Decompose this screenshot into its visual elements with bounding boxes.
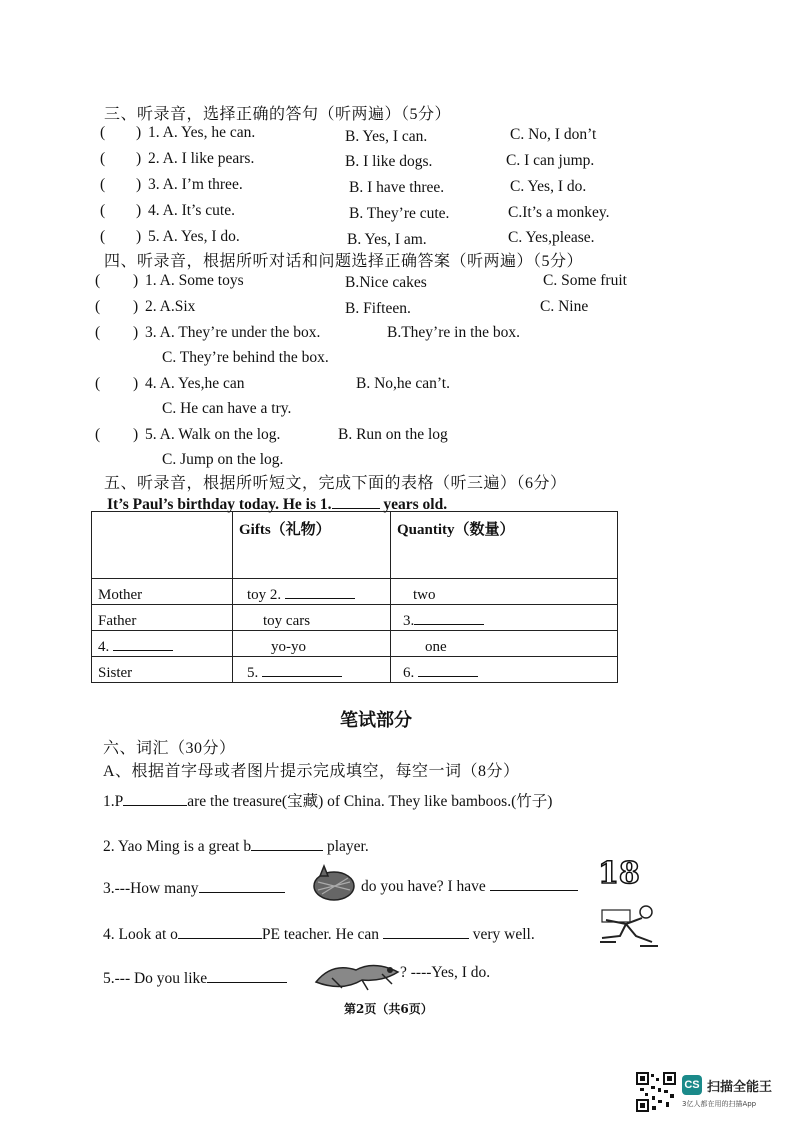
- option-a: 4. A. Yes,he can: [145, 375, 245, 392]
- table-header-quantity: Quantity（数量）: [391, 512, 618, 579]
- line-2-text-b: player.: [326, 838, 369, 855]
- option-b: B. Fifteen.: [345, 300, 411, 317]
- line-4-blank-b[interactable]: [383, 924, 469, 939]
- option-a: 1. A. Yes, he can.: [148, 124, 256, 141]
- answer-paren-open: (: [95, 298, 101, 315]
- section-4-title: 四、听录音，根据所听对话和问题选择正确答案（听两遍）（5分）: [104, 253, 584, 270]
- qty-text: 3.: [403, 613, 415, 629]
- line-3-blank-a[interactable]: [199, 878, 285, 893]
- line-4-text-c: very well.: [472, 926, 535, 943]
- skater-picture: [596, 902, 660, 957]
- table-cell-gift: [233, 657, 391, 683]
- option-b: B. I have three.: [349, 179, 445, 196]
- vocab-line-5b: ? ----Yes, I do.: [400, 964, 491, 981]
- answer-paren-close: ): [133, 298, 139, 315]
- answer-paren-open: (: [100, 124, 106, 141]
- gift-blank[interactable]: [262, 662, 342, 677]
- answer-paren-open: (: [95, 375, 101, 392]
- qty-text: 6.: [403, 665, 415, 681]
- answer-paren-open: (: [95, 426, 101, 443]
- line-1-blank[interactable]: [123, 791, 187, 806]
- vocab-line-1: [103, 789, 552, 811]
- section-6-title: 六、词汇（30分）: [103, 740, 236, 757]
- option-a: 5. A. Yes, I do.: [148, 228, 240, 245]
- table-cell-who: [92, 631, 233, 657]
- option-a: 4. A. It’s cute.: [148, 202, 235, 219]
- option-a: 3. A. I’m three.: [148, 176, 243, 193]
- table-row: [92, 657, 618, 683]
- answer-paren-close: ): [136, 124, 142, 141]
- page-number: 第2页（共6页）: [344, 1002, 433, 1016]
- table-cell-gift: toy cars: [233, 605, 391, 631]
- answer-paren-close: ): [136, 228, 142, 245]
- table-cell-qty: [391, 605, 618, 631]
- table-header-empty: [92, 512, 233, 579]
- answer-paren-close: ): [136, 176, 142, 193]
- option-a: 1. A. Some toys: [145, 272, 244, 289]
- qty-blank[interactable]: [418, 662, 478, 677]
- option-c: C. Some fruit: [543, 272, 627, 289]
- answer-paren-open: (: [100, 176, 106, 193]
- option-a: 5. A. Walk on the log.: [145, 426, 281, 443]
- section-5-title: 五、听录音，根据所听短文，完成下面的表格（听三遍）（6分）: [104, 475, 567, 492]
- option-b: B. I like dogs.: [345, 153, 433, 170]
- answer-paren-open: (: [100, 150, 106, 167]
- line-4-text-a: 4. Look at o: [103, 926, 178, 943]
- table-cell-qty: one: [391, 631, 618, 657]
- line-5-blank[interactable]: [207, 968, 287, 983]
- vocab-line-4: [103, 924, 535, 944]
- table-header-row: [92, 512, 618, 579]
- gifts-table: [91, 511, 618, 683]
- camscanner-logo-icon: CS: [682, 1075, 702, 1095]
- qr-code-icon: [636, 1072, 676, 1112]
- intro-blank[interactable]: [332, 494, 380, 509]
- option-c: C. No, I don’t: [510, 126, 597, 143]
- answer-paren-open: (: [100, 202, 106, 219]
- line-4-text-b: PE teacher. He can: [261, 926, 379, 943]
- intro-text-a: It’s Paul’s birthday today. He is 1.: [107, 496, 332, 513]
- answer-paren-close: ): [133, 375, 139, 392]
- table-row: [92, 579, 618, 605]
- vocab-line-5: [103, 968, 287, 988]
- line-2-text-a: 2. Yao Ming is a great b: [103, 838, 252, 855]
- option-b: B. No,he can’t.: [356, 375, 450, 392]
- table-row: [92, 631, 618, 657]
- vocab-line-3: [103, 878, 285, 898]
- option-b: B. Yes, I can.: [345, 128, 428, 145]
- option-c: C. They’re behind the box.: [162, 349, 329, 366]
- table-cell-gift: [233, 579, 391, 605]
- answer-paren-open: (: [100, 228, 106, 245]
- number-eighteen-picture: 18: [598, 856, 640, 891]
- intro-text-b: years old.: [383, 496, 448, 513]
- cat-picture: [310, 864, 358, 909]
- animal-picture: [312, 952, 402, 999]
- answer-paren-close: ): [136, 150, 142, 167]
- line-1-text-b: are the treasure(宝藏) of China. They like bamboos.(竹子): [187, 793, 553, 810]
- table-cell-who: Father: [92, 605, 233, 631]
- option-c: C. He can have a try.: [162, 400, 292, 417]
- line-4-blank-a[interactable]: [178, 924, 262, 939]
- written-part-title: 笔试部分: [340, 710, 412, 731]
- option-c: C. Jump on the log.: [162, 451, 284, 468]
- camscanner-tagline: 3亿人都在用的扫描App: [682, 1100, 757, 1108]
- gift-blank[interactable]: [285, 584, 355, 599]
- option-b: B.Nice cakes: [345, 274, 427, 291]
- answer-paren-close: ): [136, 202, 142, 219]
- section-3-title: 三、听录音，选择正确的答句（听两遍）（5分）: [104, 106, 452, 123]
- answer-paren-open: (: [95, 272, 101, 289]
- table-cell-qty: two: [391, 579, 618, 605]
- option-c: C. I can jump.: [506, 152, 595, 169]
- option-a: 3. A. They’re under the box.: [145, 324, 321, 341]
- vocab-line-2: [103, 836, 369, 856]
- option-b: B. They’re cute.: [349, 205, 450, 222]
- option-c: C. Nine: [540, 298, 589, 315]
- gift-text: toy 2.: [247, 587, 282, 603]
- answer-paren-close: ): [133, 272, 139, 289]
- option-a: 2. A.Six: [145, 298, 196, 315]
- answer-paren-close: ): [133, 324, 139, 341]
- vocab-line-3b: [361, 876, 578, 896]
- line-3-text-b: do you have? I have: [361, 878, 486, 895]
- table-cell-who: Mother: [92, 579, 233, 605]
- line-5-text-a: 5.--- Do you like: [103, 970, 208, 987]
- option-c: C.It’s a monkey.: [508, 204, 610, 221]
- table-header-gifts: Gifts（礼物）: [233, 512, 391, 579]
- who-text: 4.: [98, 639, 110, 655]
- line-1-text-a: 1.P: [103, 793, 124, 810]
- table-row: [92, 605, 618, 631]
- option-c: C. Yes,please.: [508, 229, 595, 246]
- line-3-text-a: 3.---How many: [103, 880, 199, 897]
- option-b: B.They’re in the box.: [387, 324, 521, 341]
- camscanner-app-name: 扫描全能王: [707, 1080, 773, 1095]
- option-b: B. Run on the log: [338, 426, 448, 443]
- option-c: C. Yes, I do.: [510, 178, 587, 195]
- gift-text: 5.: [247, 665, 259, 681]
- table-cell-qty: [391, 657, 618, 683]
- option-a: 2. A. I like pears.: [148, 150, 255, 167]
- table-cell-who: Sister: [92, 657, 233, 683]
- line-2-blank[interactable]: [251, 836, 323, 851]
- qty-blank[interactable]: [414, 610, 484, 625]
- who-blank[interactable]: [113, 636, 173, 651]
- answer-paren-close: ): [133, 426, 139, 443]
- table-cell-gift: yo-yo: [233, 631, 391, 657]
- answer-paren-open: (: [95, 324, 101, 341]
- part-a-title: A、根据首字母或者图片提示完成填空，每空一词（8分）: [103, 763, 520, 780]
- option-b: B. Yes, I am.: [347, 231, 427, 248]
- line-3-blank-b[interactable]: [490, 876, 578, 891]
